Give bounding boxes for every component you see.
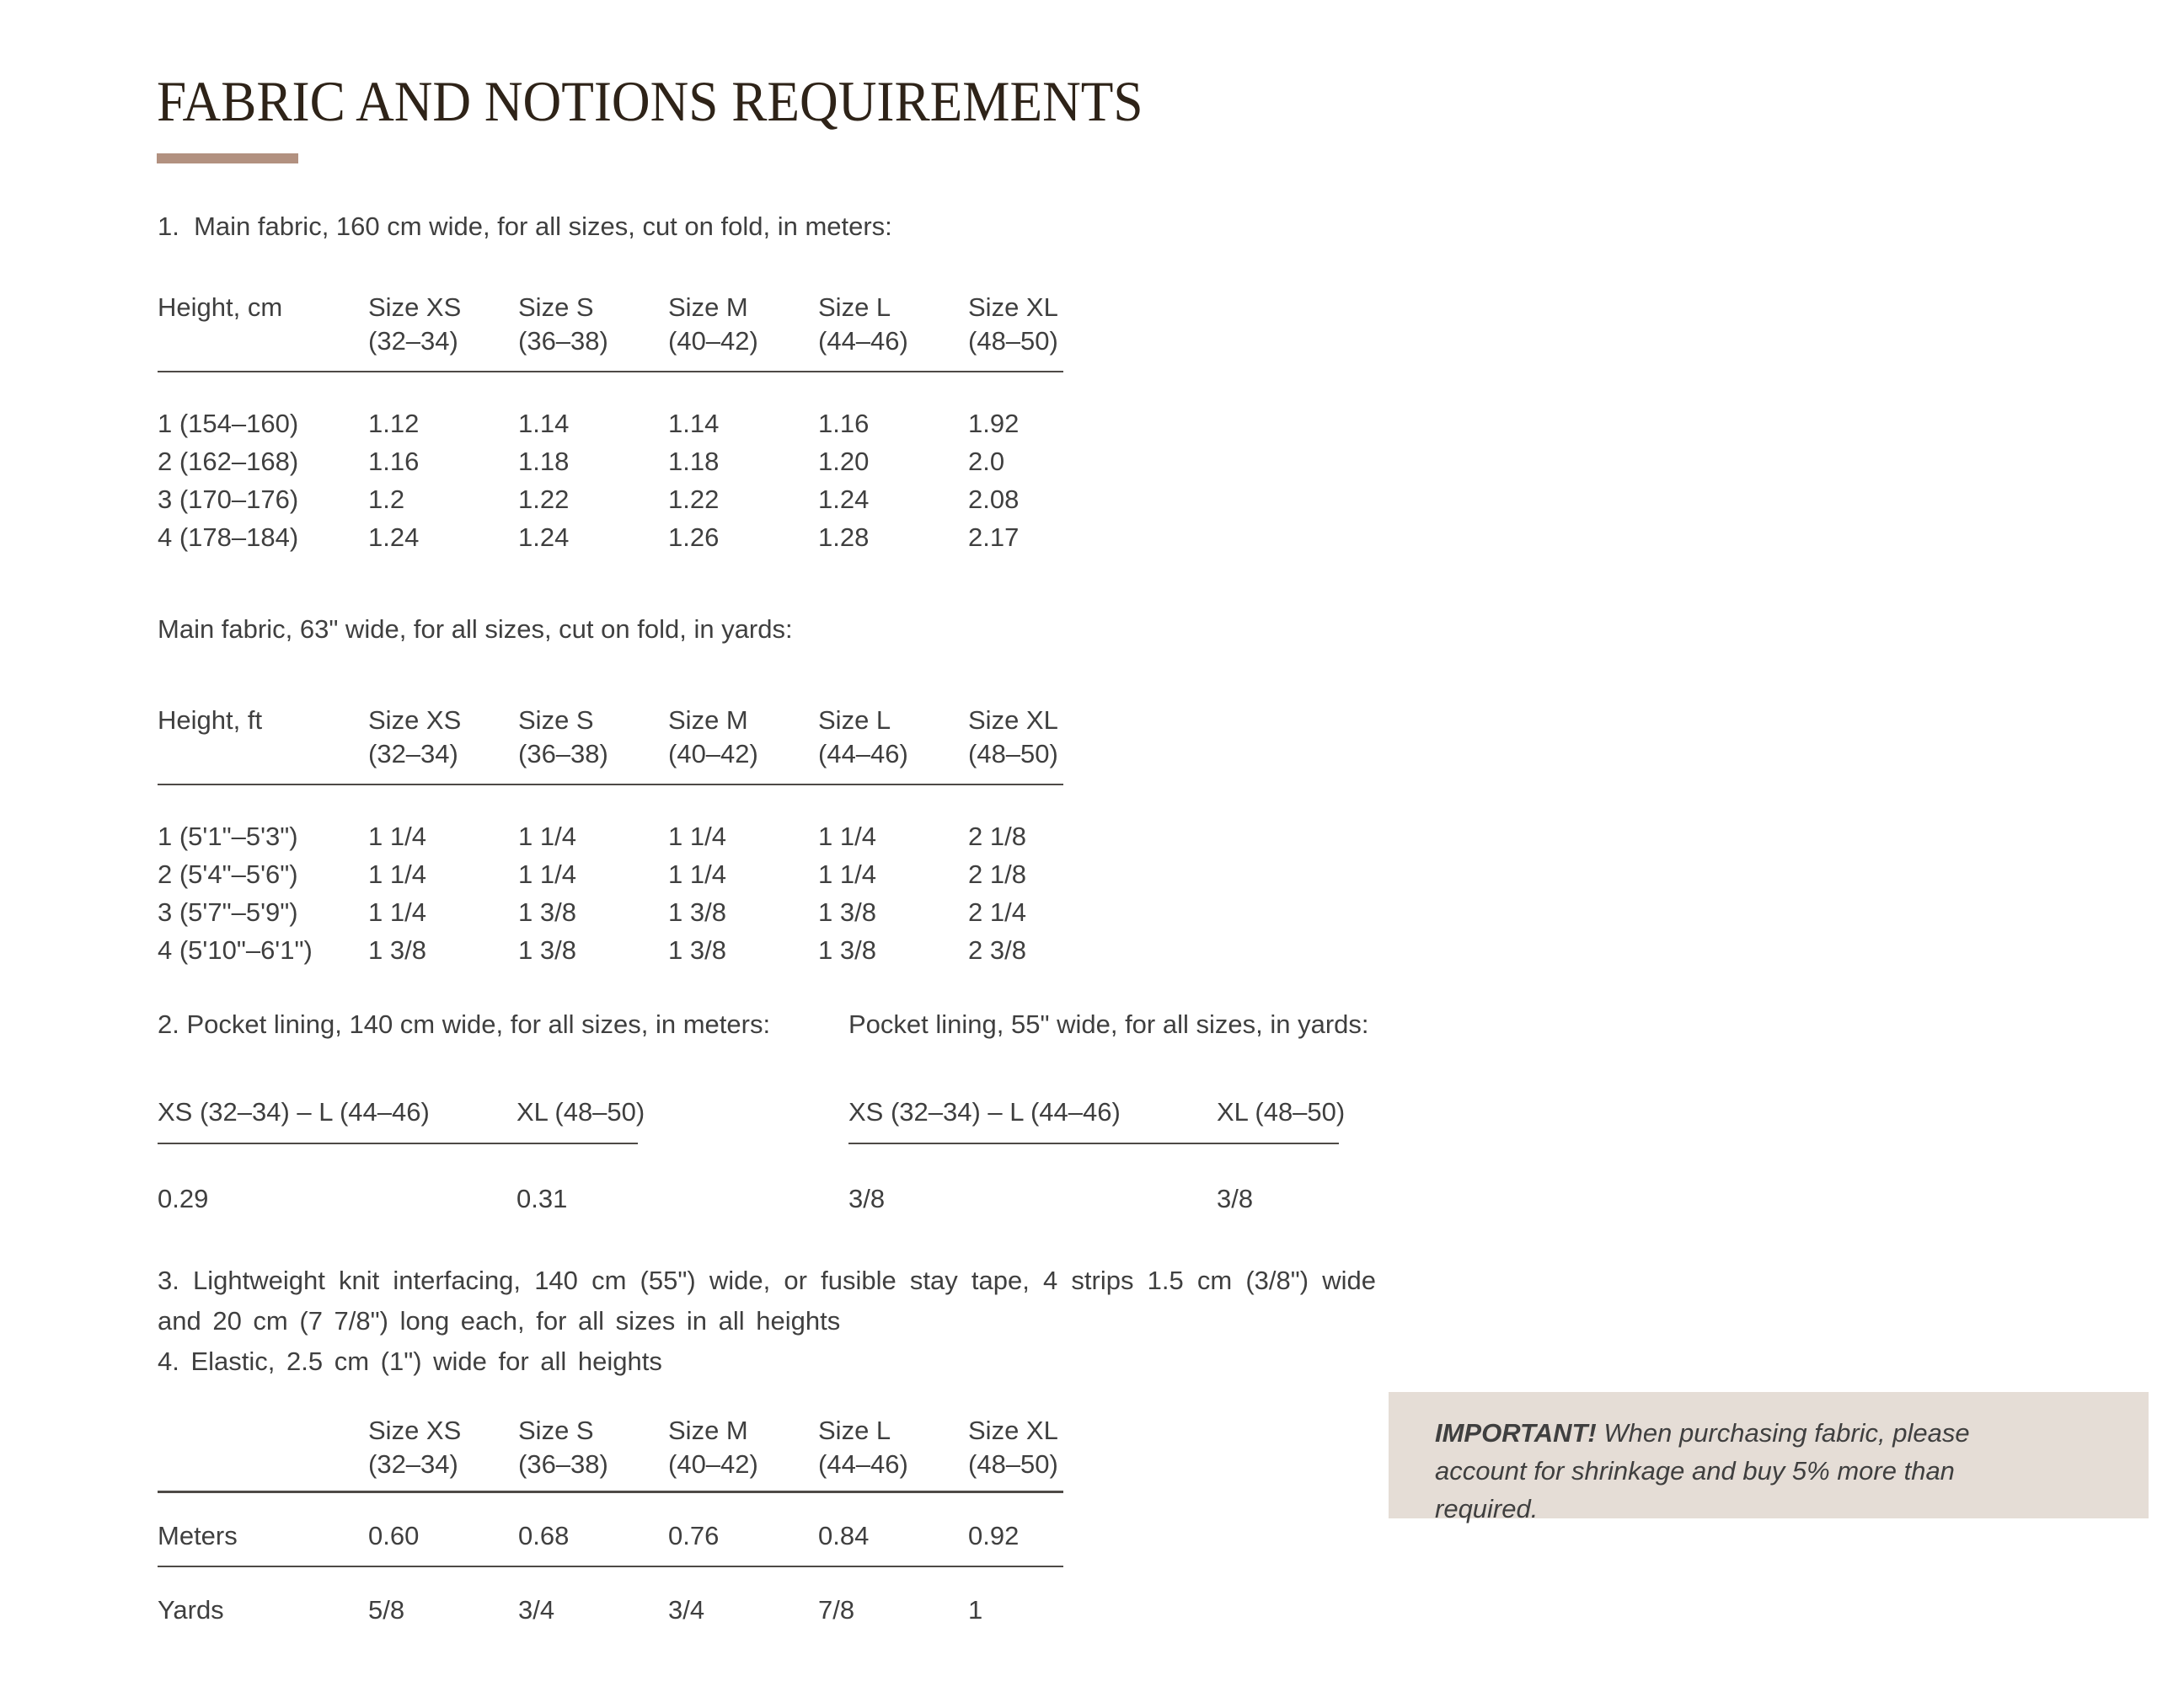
table-cell: 7/8: [818, 1594, 855, 1625]
column-header: Size XL (48–50): [968, 292, 1058, 356]
title-accent-bar: [157, 153, 298, 163]
table-cell: 0.60: [368, 1520, 420, 1550]
table-cell: 1.18: [668, 446, 720, 476]
table-cell: 1 1/4: [368, 821, 426, 851]
column-header: [158, 1414, 368, 1491]
table-cell: 0.76: [668, 1520, 720, 1550]
table-cell: 1.18: [518, 446, 570, 476]
table-header-row: [158, 1414, 1063, 1491]
column-header: Size XL (48–50): [968, 705, 1058, 769]
table-cell: 1.28: [818, 522, 870, 552]
table-cell: 2.0: [968, 446, 1005, 476]
main-fabric-yards-heading: Main fabric, 63" wide, for all sizes, cut on fold, in yards:: [158, 614, 793, 644]
table-cell: 1 3/8: [818, 934, 876, 965]
table-cell: 1 1/4: [668, 859, 726, 889]
table-row: [158, 784, 1063, 856]
table-cell: 1 3/8: [518, 897, 576, 927]
table-cell: 3/8: [1217, 1184, 1254, 1214]
column-header: Size XL (48–50): [968, 1416, 1058, 1480]
table-cell: Meters: [158, 1520, 238, 1550]
table-header-row: [158, 1095, 638, 1143]
notions-list: [158, 1261, 1376, 1382]
table-cell: 1.16: [818, 408, 870, 438]
table-cell: 1 1/4: [818, 859, 876, 889]
table-row: [158, 1491, 1063, 1566]
table-cell: 0.84: [818, 1520, 870, 1550]
table-cell: 1 3/8: [818, 897, 876, 927]
table-cell: 1.24: [518, 522, 570, 552]
table-cell: 3/8: [848, 1184, 886, 1214]
table-cell: 1.92: [968, 408, 1020, 438]
table-cell: 1.24: [818, 484, 870, 514]
column-header: Height, ft: [158, 705, 263, 735]
table-row: [158, 443, 1063, 481]
pocket-lining-meters-table: [158, 1095, 645, 1215]
pocket-lining-yards-table: [848, 1095, 1346, 1215]
table-cell: 1.24: [368, 522, 420, 552]
column-header: Size XS (32–34): [368, 705, 462, 769]
table-cell: 1 3/8: [668, 934, 726, 965]
table-cell: 3/4: [668, 1594, 705, 1625]
column-header: Size M (40–42): [668, 1416, 758, 1480]
table-cell: 1.16: [368, 446, 420, 476]
column-header: XL (48–50): [517, 1097, 645, 1127]
column-header: Size S (36–38): [518, 705, 608, 769]
table-cell: 1.12: [368, 408, 420, 438]
table-row: [158, 1566, 1063, 1640]
column-header: Size M (40–42): [668, 292, 758, 356]
interfacing-item: 3. Lightweight knit interfacing, 140 cm (55") wide, or fusible stay tape, 4 strips 1.5 cm (3/8") wide and 20 cm (7 7/8") long each, for all sizes in all heights: [158, 1266, 1376, 1336]
table-cell: 2 1/8: [968, 859, 1026, 889]
table-cell: 5/8: [368, 1594, 405, 1625]
table-row: [158, 894, 1063, 932]
table-row: [158, 1143, 638, 1215]
table-row: [158, 856, 1063, 894]
table-cell: Yards: [158, 1594, 224, 1625]
table-cell: 0.68: [518, 1520, 570, 1550]
table-cell: 0.92: [968, 1520, 1020, 1550]
table-cell: 1 1/4: [518, 859, 576, 889]
table-cell: 1.14: [668, 408, 720, 438]
main-fabric-yards-table: [158, 704, 1063, 970]
table-cell: 1 1/4: [818, 821, 876, 851]
important-note-label: IMPORTANT!: [1435, 1418, 1597, 1448]
elastic-item: 4. Elastic, 2.5 cm (1") wide for all heights: [158, 1347, 662, 1376]
pocket-lining-meters-heading: 2. Pocket lining, 140 cm wide, for all sizes, in meters:: [158, 1009, 771, 1039]
table-cell: 1 1/4: [368, 897, 426, 927]
table-cell: 1 1/4: [518, 821, 576, 851]
column-header: Size XS (32–34): [368, 292, 462, 356]
table-cell: 0.29: [158, 1184, 209, 1214]
table-row: [848, 1143, 1339, 1215]
table-cell: 1 1/4: [368, 859, 426, 889]
table-header-row: [158, 291, 1063, 372]
table-cell: 3 (5'7"–5'9"): [158, 897, 298, 927]
table-cell: 1 (154–160): [158, 408, 299, 438]
column-header: Size L (44–46): [818, 292, 908, 356]
table-cell: 1 3/8: [518, 934, 576, 965]
table-header-row: [848, 1095, 1339, 1143]
column-header: Size XS (32–34): [368, 1416, 462, 1480]
table-row: [158, 481, 1063, 519]
column-header: XS (32–34) – L (44–46): [848, 1097, 1121, 1127]
column-header: Size S (36–38): [518, 292, 608, 356]
main-fabric-meters-table: [158, 291, 1063, 557]
table-cell: 2 3/8: [968, 934, 1026, 965]
column-header: Height, cm: [158, 292, 283, 322]
column-header: XS (32–34) – L (44–46): [158, 1097, 430, 1127]
table-row: [158, 932, 1063, 970]
table-cell: 1.14: [518, 408, 570, 438]
table-cell: 4 (5'10"–6'1"): [158, 934, 313, 965]
elastic-quantities-table: [158, 1414, 1063, 1640]
page-title: FABRIC AND NOTIONS REQUIREMENTS: [157, 69, 1143, 133]
table-cell: 1.20: [818, 446, 870, 476]
table-cell: 1.22: [518, 484, 570, 514]
column-header: Size S (36–38): [518, 1416, 608, 1480]
table-cell: 1.22: [668, 484, 720, 514]
table-cell: 0.31: [517, 1184, 568, 1214]
table-cell: 1.26: [668, 522, 720, 552]
table-cell: 1 (5'1"–5'3"): [158, 821, 298, 851]
table-cell: 2.17: [968, 522, 1020, 552]
column-header: Size M (40–42): [668, 705, 758, 769]
table-cell: 2 1/4: [968, 897, 1026, 927]
table-cell: 3/4: [518, 1594, 555, 1625]
table-cell: 1 3/8: [668, 897, 726, 927]
table-cell: 3 (170–176): [158, 484, 299, 514]
table-cell: 1 3/8: [368, 934, 426, 965]
table-cell: 2 (162–168): [158, 446, 299, 476]
important-note: [1389, 1392, 2149, 1523]
table-cell: 2 (5'4"–5'6"): [158, 859, 298, 889]
column-header: Size L (44–46): [818, 705, 908, 769]
table-cell: 2 1/8: [968, 821, 1026, 851]
column-header: Size L (44–46): [818, 1416, 908, 1480]
main-fabric-meters-heading: 1. Main fabric, 160 cm wide, for all sizes, cut on fold, in meters:: [158, 211, 892, 241]
table-cell: 4 (178–184): [158, 522, 299, 552]
table-header-row: [158, 704, 1063, 784]
important-note-text: When purchasing fabric, please account for shrinkage and buy 5% more than required.: [1435, 1418, 1970, 1523]
table-cell: 1: [968, 1594, 983, 1625]
table-row: [158, 519, 1063, 557]
table-cell: 2.08: [968, 484, 1020, 514]
table-cell: 1 1/4: [668, 821, 726, 851]
pocket-lining-yards-heading: Pocket lining, 55" wide, for all sizes, in yards:: [848, 1009, 1369, 1039]
table-row: [158, 372, 1063, 443]
column-header: XL (48–50): [1217, 1097, 1346, 1127]
table-cell: 1.2: [368, 484, 405, 514]
